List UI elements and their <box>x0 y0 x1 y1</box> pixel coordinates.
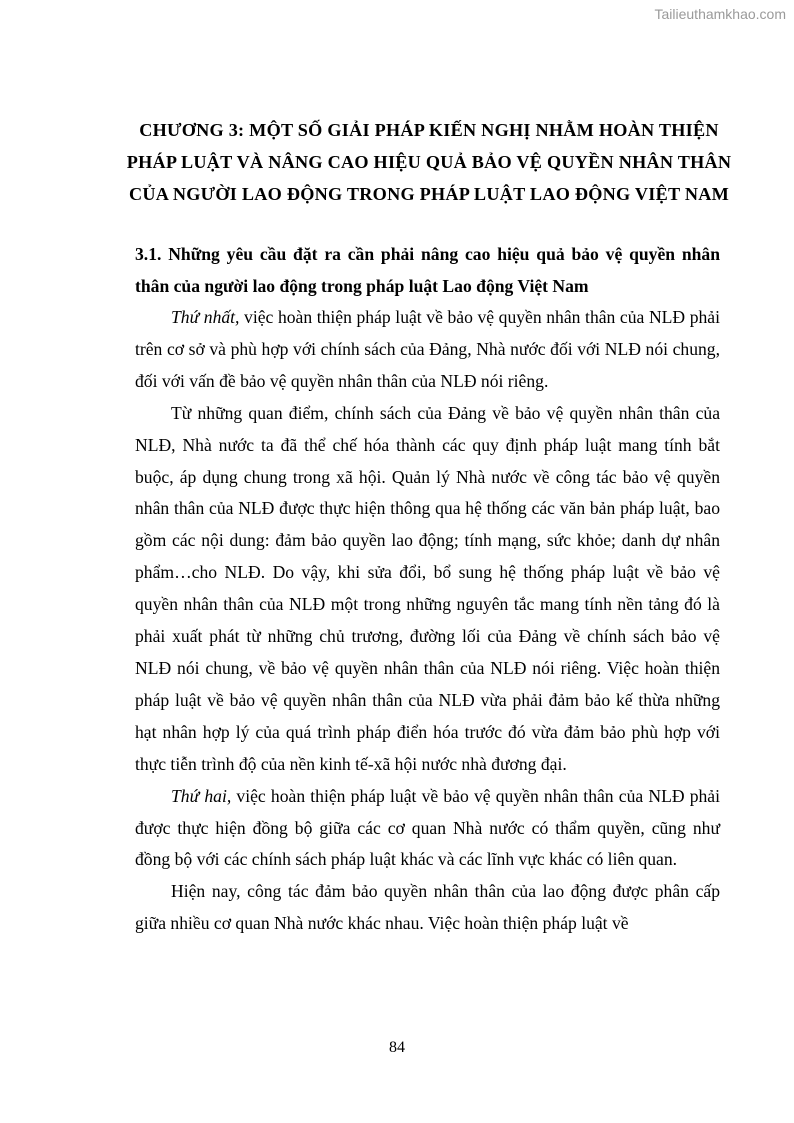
paragraph-lead: Thứ hai, <box>171 785 232 806</box>
paragraph-3 <box>135 781 720 877</box>
paragraph-text: Từ những quan điểm, chính sách của Đảng về bảo vệ quyền nhân thân của NLĐ, Nhà nước ta đã thể chế hóa thành các quy định pháp luật mang tính bắt buộc, áp dụng chung trong xã hội. Quản lý Nhà nước về công tác bảo vệ quyền nhân thân của NLĐ được thực hiện thông qua hệ thống các văn bản pháp luật, bao gồm các nội dung: đảm bảo quyền lao động; tính mạng, sức khỏe; danh dự nhân phẩm…cho NLĐ. Do vậy, khi sửa đổi, bổ sung hệ thống pháp luật về bảo vệ quyền nhân thân của NLĐ một trong những nguyên tắc mang tính nền tảng đó là phải xuất phát từ những chủ trương, đường lối của Đảng về chính sách bảo vệ NLĐ nói chung, về bảo vệ quyền nhân thân của NLĐ nói riêng. Việc hoàn thiện pháp luật về bảo vệ quyền nhân thân của NLĐ vừa phải đảm bảo kế thừa những hạt nhân hợp lý của quá trình pháp điển hóa trước đó vừa đảm bảo phù hợp với thực tiễn trình độ của nền kinh tế-xã hội nước nhà đương đại. <box>135 402 720 774</box>
paragraph-1 <box>135 302 720 398</box>
paragraph-4 <box>135 876 720 940</box>
paragraph-text: việc hoàn thiện pháp luật về bảo vệ quyền nhân thân của NLĐ phải được thực hiện đồng bộ giữa các cơ quan Nhà nước có thẩm quyền, cũng như đồng bộ với các chính sách pháp luật khác và các lĩnh vực khác có liên quan. <box>135 785 720 870</box>
section-heading: 3.1. Những yêu cầu đặt ra cần phải nâng cao hiệu quả bảo vệ quyền nhân thân của người lao động trong pháp luật Lao động Việt Nam <box>135 244 720 296</box>
paragraph-lead: Thứ nhất, <box>171 307 240 327</box>
paragraph-2 <box>135 398 720 781</box>
page-number: 84 <box>389 1039 405 1056</box>
chapter-title: CHƯƠNG 3: MỘT SỐ GIẢI PHÁP KIẾN NGHỊ NHẰM HOÀN THIỆN PHÁP LUẬT VÀ NÂNG CAO HIỆU QUẢ BẢO VỆ QUYỀN NHÂN THÂN CỦA NGƯỜI LAO ĐỘNG TRONG PHÁP LUẬT LAO ĐỘNG VIỆT NAM <box>126 120 732 204</box>
watermark: Tailieuthamkhao.com <box>654 6 786 22</box>
document-body <box>135 239 720 940</box>
paragraph-text: Hiện nay, công tác đảm bảo quyền nhân thân của lao động được phân cấp giữa nhiều cơ quan Nhà nước khác nhau. Việc hoàn thiện pháp luật về <box>135 881 720 934</box>
paragraph-text: việc hoàn thiện pháp luật về bảo vệ quyền nhân thân của NLĐ phải trên cơ sở và phù hợp với chính sách của Đảng, Nhà nước đối với NLĐ nói chung, đối với vấn đề bảo vệ quyền nhân thân của NLĐ nói riêng. <box>135 307 720 391</box>
